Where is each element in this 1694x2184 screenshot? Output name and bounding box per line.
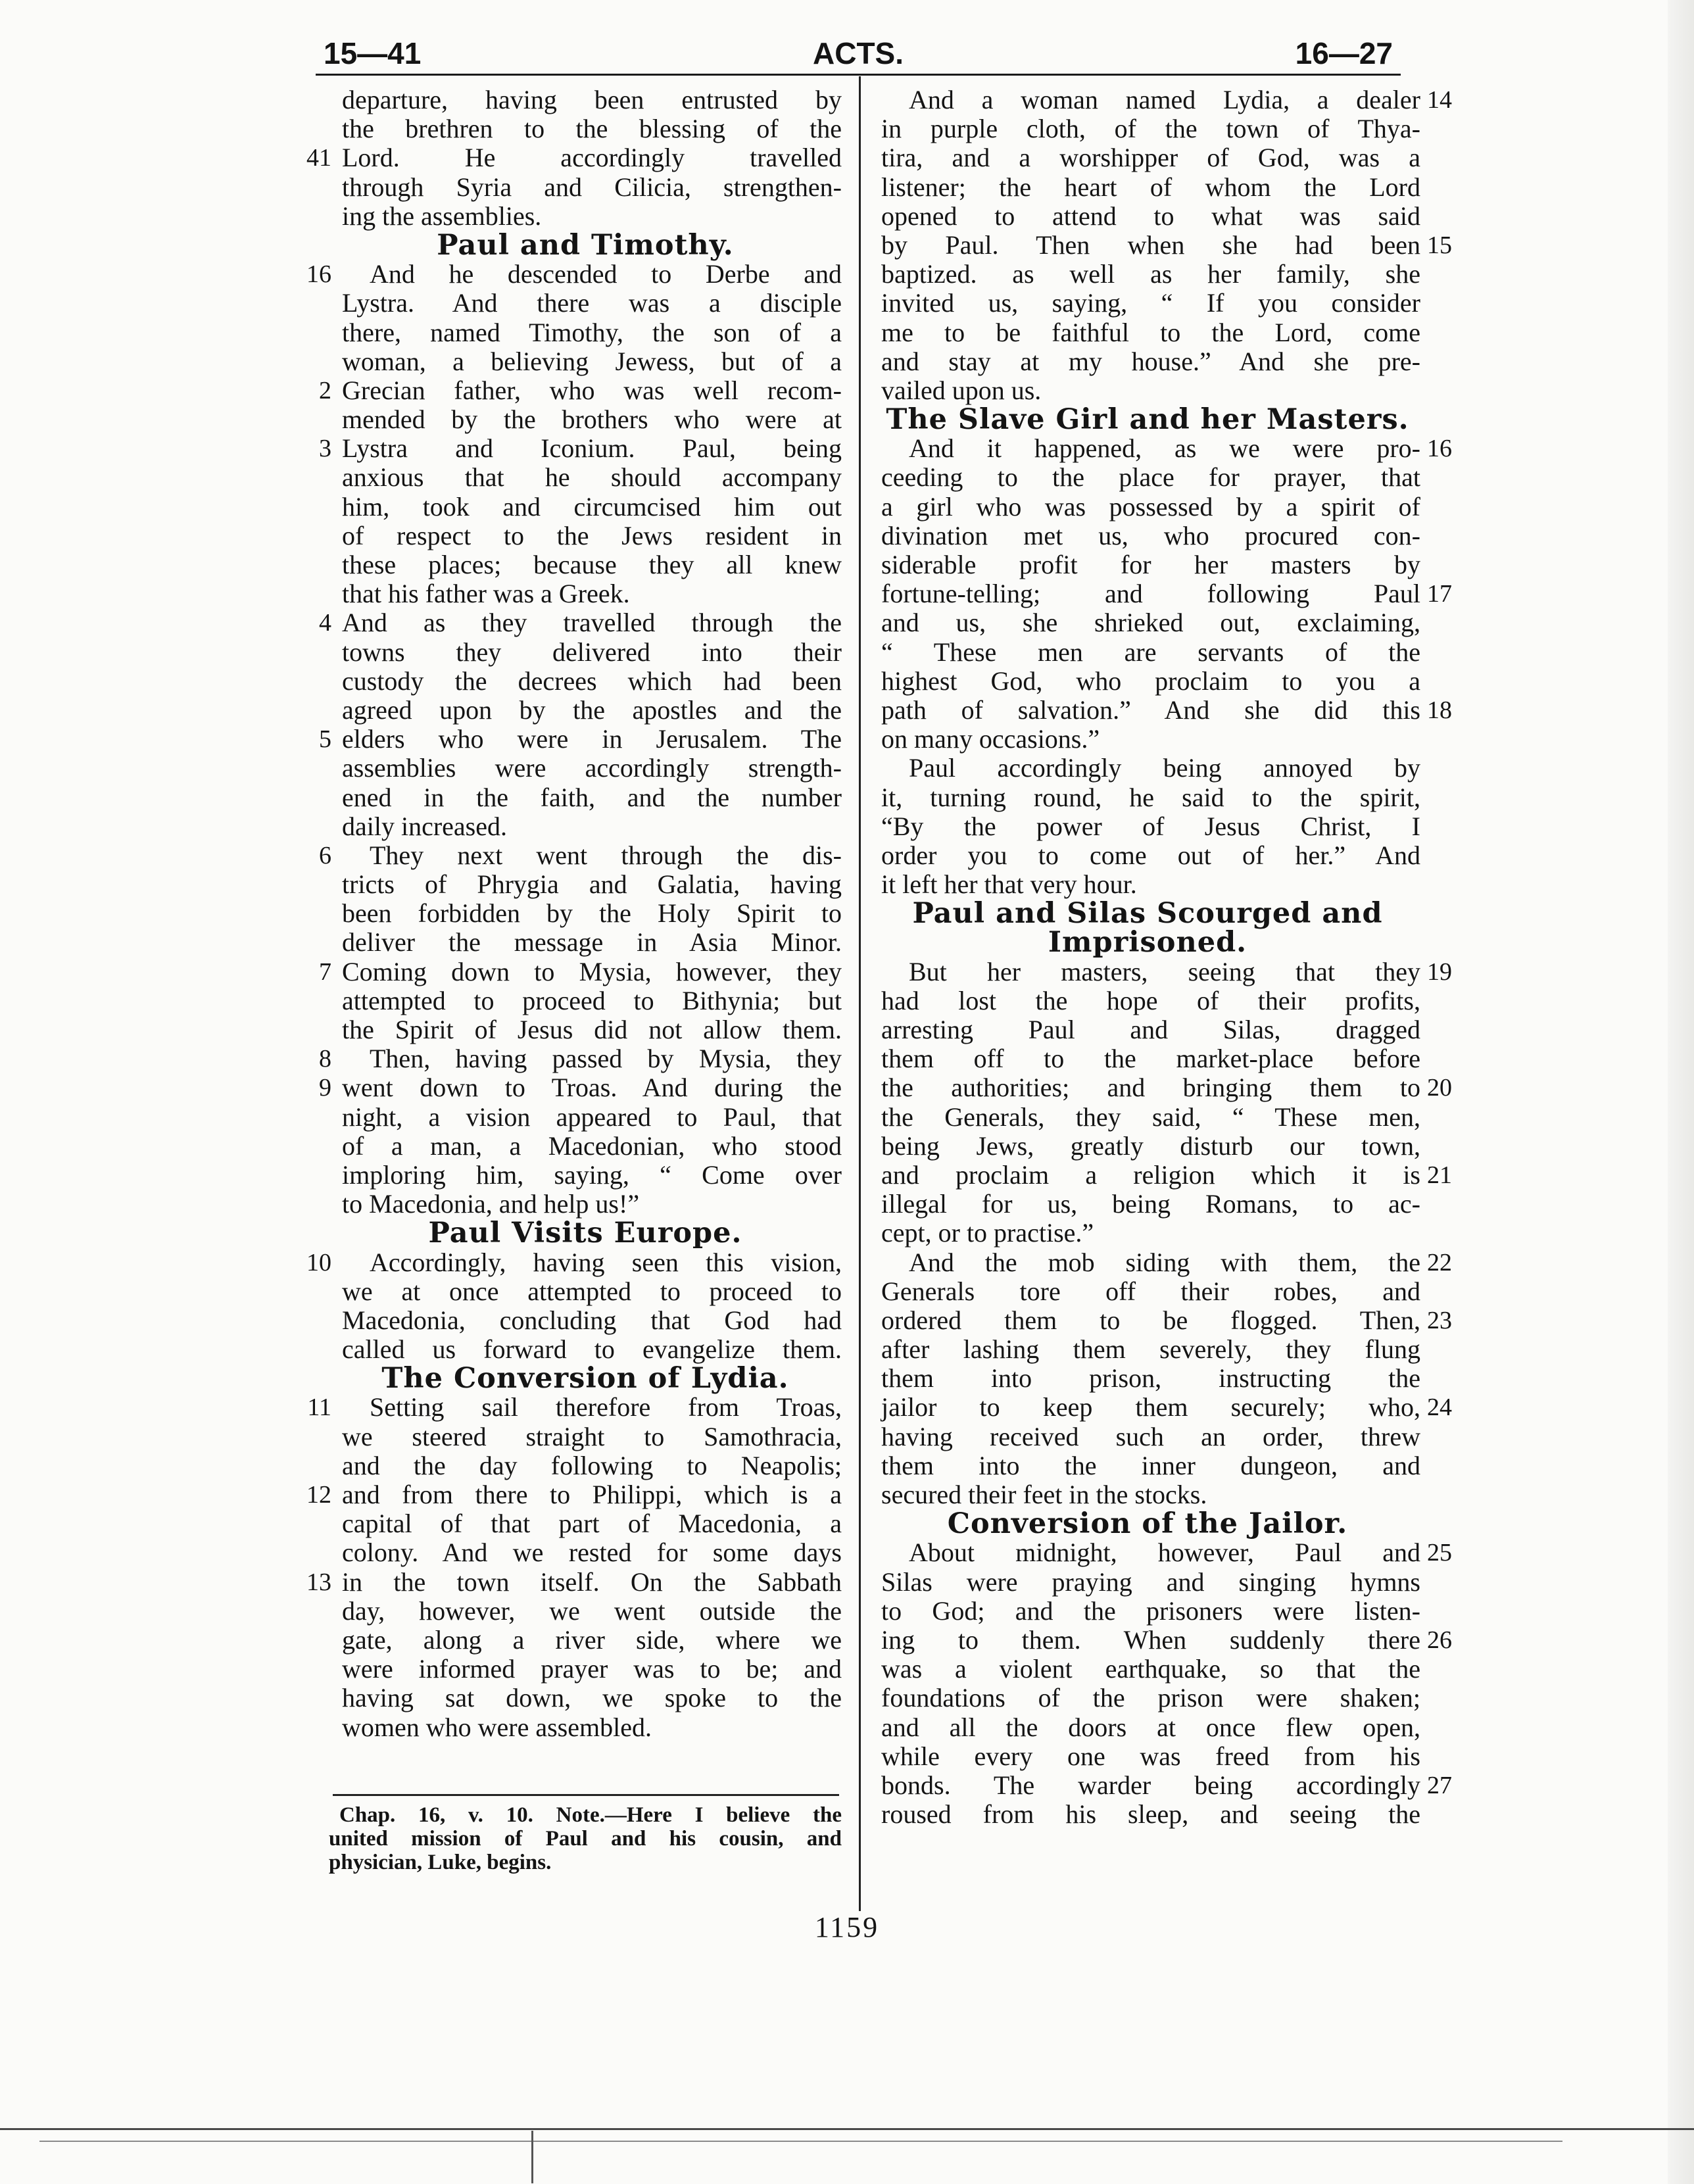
verse-text: been forbidden by the Holy Spirit to [342,898,842,929]
text-line [875,289,1420,318]
text-line [875,1132,1420,1161]
verse-text: in the town itself. On the Sabbath [342,1566,842,1597]
verse-number: 41 [306,144,331,172]
section-heading: Paul and Timothy. [437,228,734,262]
text-line [289,1190,842,1219]
verse-number: 6 [319,841,331,869]
text-line [875,1103,1420,1132]
header-book-title: ACTS. [813,36,904,70]
verse-text: roused from his sleep, and seeing the [881,1799,1420,1830]
text-line [289,1713,842,1742]
text-line [289,783,842,812]
text-line [875,956,1452,986]
right-column [875,85,1452,1830]
verse-text: highest God, who proclaim to you a [881,666,1420,696]
text-line [875,1597,1420,1626]
text-line [289,1335,842,1364]
verse-text: night, a vision appeared to Paul, that [342,1102,842,1132]
verse-text: them into prison, instructing the [881,1363,1420,1394]
verse-text: Coming down to Mysia, however, they [342,956,842,986]
verse-text: And he descended to Derbe and [370,259,842,289]
verse-text: me to be faithful to the Lord, come [881,317,1420,347]
text-line [875,579,1452,609]
text-line [875,1392,1452,1422]
text-line [289,114,842,143]
verse-text: on many occasions.” [881,724,1100,754]
verse-text: order you to come out of her.” And [881,840,1420,870]
text-line [289,289,842,318]
footnote-line: united mission of Paul and his cousin, and [329,1827,842,1851]
verse-text: while every one was freed from his [881,1741,1420,1771]
verse-number: 22 [1427,1248,1452,1276]
text-line [289,1248,842,1277]
verse-text: Lystra and Iconium. Paul, being [342,433,842,464]
verse-text: departure, having been entrusted by [342,85,842,114]
footnote [329,1803,842,1874]
verse-number: 26 [1427,1626,1452,1654]
text-line [875,1219,1420,1248]
footnote-line: Chap. 16, v. 10. Note.—Here I believe the [339,1803,842,1827]
verse-text: them off to the market-place before [881,1044,1420,1074]
verse-text: these places; because they all knew [342,550,842,580]
verse-text: and proclaim a religion which it is [881,1159,1420,1190]
text-line [875,608,1420,637]
text-line [289,1655,842,1684]
verse-text: towns they delivered into their [342,637,842,667]
text-line [875,230,1452,260]
left-column [289,85,842,1742]
verse-text: jailor to keep them securely; who, [881,1392,1420,1422]
text-line [289,463,842,492]
verse-text: opened to attend to what was said [881,201,1420,231]
text-line [875,347,1420,376]
text-line [289,202,842,231]
text-line [875,173,1420,202]
text-line [289,696,842,725]
verse-text: we at once attempted to proceed to [342,1276,842,1306]
verse-text: foundations of the prison were shaken; [881,1683,1420,1713]
verse-text: Lord. He accordingly travelled [342,143,842,173]
verse-number: 25 [1427,1539,1452,1567]
verse-text: there, named Timothy, the son of a [342,317,842,347]
verse-text: agreed upon by the apostles and the [342,694,842,725]
verse-text: colony. And we rested for some days [342,1538,842,1568]
verse-text: listener; the heart of whom the Lord [881,172,1420,202]
text-line [289,1538,842,1567]
running-header [316,33,1401,72]
verse-text: of respect to the Jews resident in [342,520,842,550]
text-line [289,725,842,754]
verse-number: 10 [306,1248,331,1276]
verse-text: were informed prayer was to be; and [342,1654,842,1684]
section-heading: The Conversion of Lydia. [381,1362,789,1395]
text-line [875,1742,1420,1771]
verse-text: baptized. as well as her family, she [881,259,1420,289]
text-line [289,1161,842,1190]
verse-text: and from there to Philippi, which is a [342,1480,842,1510]
text-line [289,812,842,841]
verse-text: cept, or to practise.” [881,1218,1094,1248]
verse-text: Grecian father, who was well recom- [342,375,842,405]
text-line [875,1770,1452,1800]
text-line [875,1247,1452,1277]
verse-text: the Spirit of Jesus did not allow them. [342,1015,842,1045]
verse-text: was a violent earthquake, so that the [881,1654,1420,1684]
verse-text: and the day following to Neapolis; [342,1450,842,1480]
verse-number: 12 [306,1481,331,1509]
text-line [289,434,842,463]
text-line [289,376,842,405]
text-line [289,143,842,172]
verse-text: went down to Troas. And during the [342,1073,842,1103]
verse-text: we steered straight to Samothracia, [342,1421,842,1451]
text-line [289,347,842,376]
text-line [875,1713,1420,1742]
text-line [875,667,1420,696]
text-line [875,1451,1420,1480]
verse-number: 16 [306,260,331,289]
text-line [875,1015,1420,1044]
text-line [289,841,842,870]
verse-number: 17 [1427,580,1452,608]
verse-text: mended by the brothers who were at [342,404,842,435]
text-line [875,1159,1452,1190]
verse-text: a girl who was possessed by a spirit of [881,491,1420,522]
text-line [875,550,1420,579]
section-heading: Paul Visits Europe. [428,1217,742,1250]
text-line [875,1625,1452,1655]
text-line [289,1044,842,1073]
text-line [289,870,842,899]
scan-edge [1668,0,1694,2184]
verse-text: daily increased. [342,811,507,841]
text-line [875,1422,1420,1451]
footnote-line: physician, Luke, begins. [329,1851,552,1874]
verse-text: had lost the hope of their profits, [881,985,1420,1015]
text-line [289,1103,842,1132]
text-line [875,1190,1420,1219]
verse-text: to Macedonia, and help us!” [342,1189,640,1219]
footnote-rule [333,1794,839,1796]
column-divider [859,76,861,1911]
verse-text: day, however, we went outside the [342,1595,842,1626]
text-line [875,376,1420,405]
text-line [289,173,842,202]
text-line [875,1655,1420,1684]
text-line [875,463,1420,492]
section-heading: Imprisoned. [1048,926,1247,959]
text-line [875,1684,1420,1712]
verse-text: of a man, a Macedonian, who stood [342,1130,842,1161]
verse-number: 18 [1427,696,1452,724]
text-line [289,608,842,637]
text-line [875,870,1420,899]
text-line [289,928,842,957]
verse-text: tira, and a worshipper of God, was a [881,143,1420,173]
verse-number: 23 [1427,1306,1452,1334]
verse-text: Silas were praying and singing hymns [881,1566,1420,1597]
verse-text: But her masters, seeing that they [909,956,1420,986]
text-line [289,1480,842,1509]
text-line [289,1132,842,1161]
header-rule [316,74,1401,76]
verse-text: after lashing them severely, they flung [881,1334,1420,1365]
verse-number: 15 [1427,231,1452,259]
verse-text: Setting sail therefore from Troas, [370,1392,842,1422]
header-chapter-range-end: 16—27 [1295,36,1393,70]
verse-text: it left her that very hour. [881,869,1137,900]
text-line [289,493,842,522]
text-line [289,1277,842,1306]
verse-text: imploring him, saying, “ Come over [342,1159,842,1190]
text-line [289,405,842,434]
verse-text: siderable profit for her masters by [881,550,1420,580]
verse-number: 2 [319,376,331,404]
verse-text: And a woman named Lydia, a dealer [909,85,1420,114]
verse-text: vailed upon us. [881,375,1042,405]
verse-number: 7 [319,958,331,986]
verse-number: 9 [319,1074,331,1102]
text-line [289,1073,842,1102]
verse-number: 21 [1427,1161,1452,1189]
verse-text: women who were assembled. [342,1712,652,1742]
text-line [875,841,1420,870]
text-line [289,260,842,289]
verse-text: to God; and the prisoners were listen- [881,1595,1420,1626]
verse-text: Paul accordingly being annoyed by [909,753,1420,783]
text-line [875,143,1420,172]
verse-text: ing the assemblies. [342,201,542,231]
verse-text: “By the power of Jesus Christ, I [881,811,1420,841]
text-line [875,1044,1420,1073]
verse-text: having received such an order, threw [881,1421,1420,1451]
verse-text: gate, along a river side, where we [342,1624,842,1655]
text-line [875,1364,1420,1393]
text-line [875,202,1420,231]
verse-text: And it happened, as we were pro- [909,433,1420,464]
verse-number: 11 [307,1394,331,1422]
text-line [875,694,1452,725]
text-line [875,783,1420,812]
text-line [289,638,842,667]
verse-text: arresting Paul and Silas, dragged [881,1015,1420,1045]
verse-text: called us forward to evangelize them. [342,1334,842,1365]
text-line [875,986,1420,1015]
header-chapter-range-start: 15—41 [324,36,422,70]
scan-bottom-rule [0,2128,1694,2130]
verse-text: it, turning round, he said to the spirit, [881,782,1420,812]
verse-text: them into the inner dungeon, and [881,1450,1420,1480]
verse-text: having sat down, we spoke to the [342,1683,842,1713]
text-line [875,754,1420,783]
verse-text: And the mob siding with them, the [909,1247,1420,1277]
text-line [875,1568,1420,1597]
verse-text: Accordingly, having seen this vision, [370,1247,842,1277]
verse-text: woman, a believing Jewess, but of a [342,346,842,376]
verse-text: the Generals, they said, “ These men, [881,1102,1420,1132]
section-heading: Paul and Silas Scourged and [912,897,1383,931]
text-line [875,1073,1452,1103]
text-line [875,493,1420,522]
text-line [289,1684,842,1712]
verse-text: ordered them to be flogged. Then, [881,1305,1420,1335]
text-line [289,958,842,986]
verse-number: 8 [319,1045,331,1073]
verse-text: secured their feet in the stocks. [881,1480,1207,1510]
text-line [289,1597,842,1626]
verse-text: divination met us, who procured con- [881,520,1420,550]
verse-text: They next went through the dis- [370,840,842,870]
text-line [875,638,1420,667]
verse-text: tricts of Phrygia and Galatia, having [342,869,842,900]
verse-number: 3 [319,435,331,463]
verse-text: and us, she shrieked out, exclaiming, [881,608,1420,638]
text-line [289,85,842,114]
page-number: 1159 [814,1911,880,1943]
verse-number: 4 [319,609,331,637]
text-line [289,318,842,347]
verse-number: 24 [1427,1394,1452,1422]
section-heading: The Slave Girl and her Masters. [886,403,1409,437]
verse-number: 13 [306,1568,331,1596]
verse-text: And as they travelled through the [342,608,842,638]
verse-text: “ These men are servants of the [881,637,1420,667]
verse-text: that his father was a Greek. [342,579,630,609]
text-line [875,522,1420,550]
section-heading: Conversion of the Jailor. [947,1507,1348,1541]
verse-text: by Paul. Then when she had been [881,230,1420,260]
verse-text: and all the doors at once flew open, [881,1712,1420,1742]
text-line [875,1480,1420,1509]
verse-number: 20 [1427,1074,1452,1102]
verse-text: ing to them. When suddenly there [881,1625,1420,1655]
verse-text: in purple cloth, of the town of Thya- [881,114,1420,144]
text-line [875,1538,1452,1568]
verse-text: through Syria and Cilicia, strengthen- [342,172,842,202]
text-line [289,1422,842,1451]
verse-text: him, took and circumcised him out [342,491,842,522]
verse-number: 19 [1427,958,1452,986]
verse-text: Macedonia, concluding that God had [342,1305,842,1335]
verse-text: the brethren to the blessing of the [342,114,842,144]
verse-text: Lystra. And there was a disciple [342,288,842,318]
text-line [289,986,842,1015]
text-line [289,667,842,696]
text-line [289,1451,842,1480]
verse-text: attempted to proceed to Bithynia; but [342,985,842,1015]
verse-text: invited us, saying, “ If you consider [881,288,1420,318]
text-line [875,260,1420,289]
verse-number: 16 [1427,435,1452,463]
verse-text: anxious that he should accompany [342,462,842,493]
text-line [289,579,842,608]
verse-text: About midnight, however, Paul and [909,1538,1420,1568]
verse-text: deliver the message in Asia Minor. [342,927,842,958]
scan-gutter-mark [531,2131,533,2183]
verse-number: 5 [319,725,331,754]
verse-text: Generals tore off their robes, and [881,1276,1420,1306]
verse-text: capital of that part of Macedonia, a [342,1509,842,1539]
text-line [289,1306,842,1335]
verse-text: elders who were in Jerusalem. The [342,724,842,754]
verse-text: illegal for us, being Romans, to ac- [881,1189,1420,1219]
verse-text: ened in the faith, and the number [342,782,842,812]
text-line [875,85,1452,114]
scan-bottom-rule-faint [39,2141,1562,2142]
verse-number: 27 [1427,1771,1452,1799]
verse-text: fortune-telling; and following Paul [881,579,1420,609]
text-line [289,1393,842,1422]
verse-text: and stay at my house.” And she pre- [881,346,1420,376]
verse-text: bonds. The warder being accordingly [881,1770,1420,1800]
verse-number: 14 [1427,86,1452,114]
text-line [875,433,1452,464]
text-line [875,725,1420,754]
text-line [875,318,1420,347]
text-line [875,1800,1420,1829]
text-line [289,1568,842,1597]
text-line [289,899,842,928]
text-line [875,1305,1452,1335]
text-line [289,1626,842,1655]
text-line [875,812,1420,841]
verse-text: the authorities; and bringing them to [881,1073,1420,1103]
text-line [875,114,1420,143]
verse-text: assemblies were accordingly strength- [342,753,842,783]
text-line [289,754,842,783]
text-line [289,1509,842,1538]
verse-text: ceeding to the place for prayer, that [881,462,1420,493]
verse-text: being Jews, greatly disturb our town, [881,1130,1420,1161]
text-line [875,1277,1420,1306]
text-line [289,1015,842,1044]
text-line [289,522,842,550]
verse-text: path of salvation.” And she did this [881,694,1420,725]
verse-text: custody the decrees which had been [342,666,842,696]
text-line [289,550,842,579]
verse-text: Then, having passed by Mysia, they [370,1044,842,1074]
text-line [875,1335,1420,1364]
